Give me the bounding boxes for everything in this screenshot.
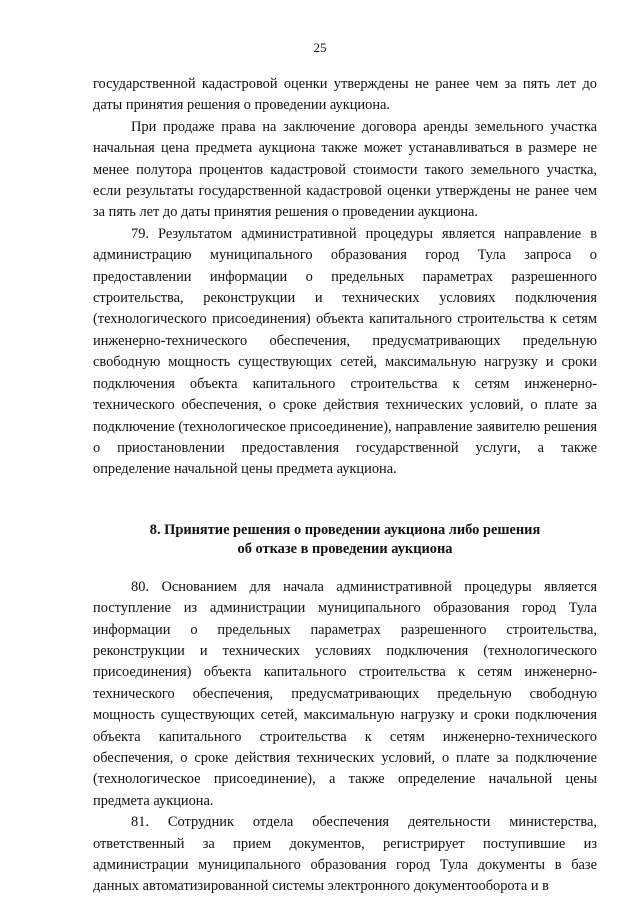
document-body: [93, 74, 597, 898]
section-heading-line-2: об отказе в проведении аукциона: [237, 540, 453, 557]
section-spacer: [93, 481, 597, 521]
paragraph-81: 81. Сотрудник отдела обеспечения деятельности министерства, ответственный за прием документов, регистрирует поступившие из администрации муниципального образования город Тула документы в базе данных автоматизированной системы электронного документооборота и в: [93, 814, 597, 895]
page-number: 25: [313, 40, 327, 55]
paragraph-80: 80. Основанием для начала административной процедуры является поступление из администрации муниципального образования город Тула информации о предельных параметрах разрешенного строительства, реконструкции и технических условиях подключения (технологического присоединения) объекта капитального строительства к сетям инженерно-технического обеспечения, предусматривающих предельную свободную мощность существующих сетей, максимальную нагрузку и сроки подключения объекта капитального строительства к сетям инженерно-технического обеспечения, о сроке действия технических условий, о плате за подключение (технологическое присоединение), а также определение начальной цены предмета аукциона.: [93, 578, 597, 809]
paragraph-79: 79. Результатом административной процедуры является направление в администрацию муниципального образования город Тула запроса о предоставлении информации о предельных параметрах разрешенного строительства, реконструкции и технических условиях подключения (технологического присоединения) объекта капитального строительства к сетям инженерно-технического обеспечения, предусматривающих предельную свободную мощность существующих сетей, максимальную нагрузку и сроки подключения объекта капитального строительства к сетям инженерно-технического обеспечения, о сроке действия технических условий, о плате за подключение (технологическое присоединение), направление заявителю решения о приостановлении предоставления государственной услуги, а также определение начальной цены предмета аукциона.: [93, 225, 597, 478]
paragraph-continuation: государственной кадастровой оценки утверждены не ранее чем за пять лет до даты принятия решения о проведении аукциона.: [93, 76, 597, 114]
section-heading-line-1: 8. Принятие решения о проведении аукциона либо решения: [149, 521, 541, 538]
paragraph: При продаже права на заключение договора аренды земельного участка начальная цена предмета аукциона также может устанавливаться в размере не менее полутора процентов кадастровой стоимости такого земельного участка, если результаты государственной кадастровой оценки утверждены не ранее чем за пять лет до даты принятия решения о проведении аукциона.: [93, 118, 597, 221]
section-heading: [93, 521, 597, 559]
